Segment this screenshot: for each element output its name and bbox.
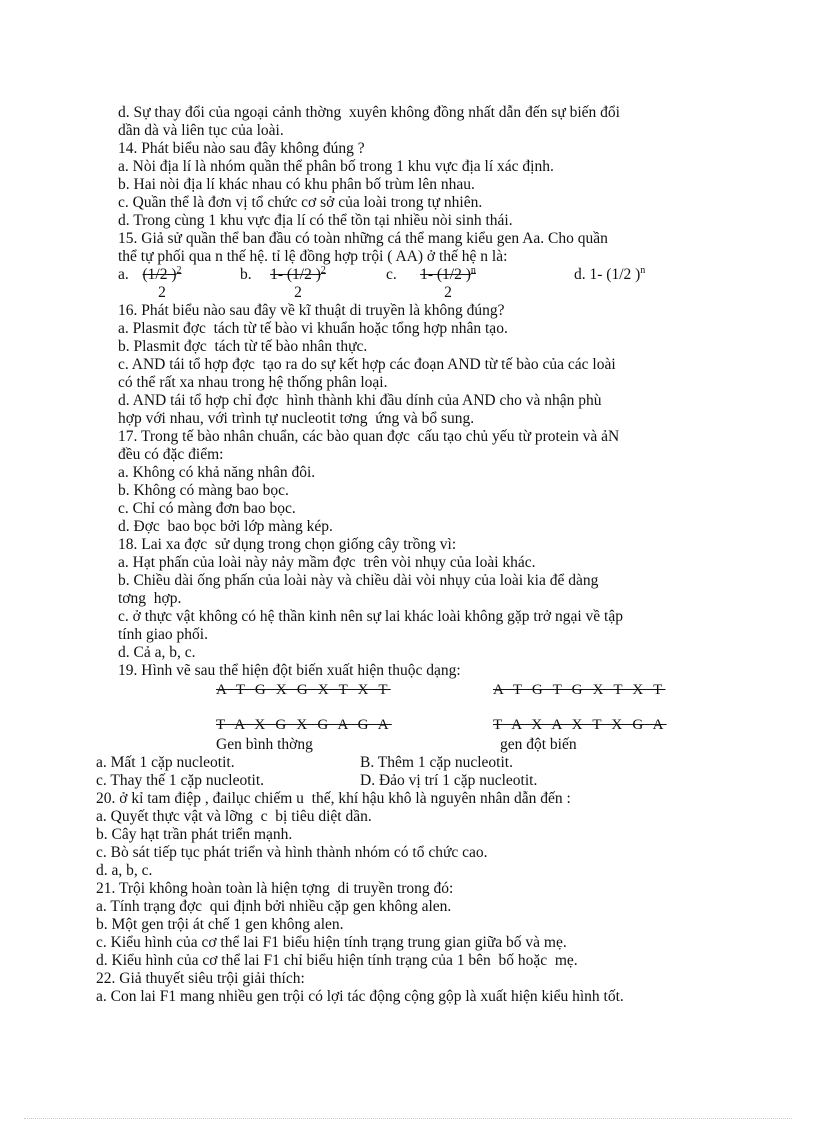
q14-option-c: c. Quần thể là đơn vị tổ chức cơ sở của loài trong tự nhiên. <box>118 194 483 211</box>
q13-option-d-line2: dần dà và liên tục của loài. <box>118 122 284 139</box>
q19-mutant-gene-top-strand: A T G T G X T X T <box>493 682 666 698</box>
q17-option-a: a. Không có khả năng nhân đôi. <box>118 464 316 481</box>
q22-stem: 22. Giả thuyết siêu trội giải thích: <box>96 970 305 987</box>
q17-option-b: b. Không có màng bao bọc. <box>118 482 289 499</box>
q15-option-c-fraction <box>408 266 488 302</box>
q20-option-b: b. Cây hạt trần phát triển mạnh. <box>96 826 293 843</box>
q21-option-c: c. Kiểu hình của cơ thể lai F1 biểu hiện tính trạng trung gian giữa bố và mẹ. <box>96 934 567 951</box>
q14-option-b: b. Hai nòi địa lí khác nhau có khu phân bố trùm lên nhau. <box>118 176 475 193</box>
q15-option-d-exponent: n <box>640 264 646 276</box>
q15-option-c-denominator: 2 <box>444 284 452 301</box>
q20-option-a: a. Quyết thực vật và lỡng c bị tiêu diệt dần. <box>96 808 372 825</box>
q19-normal-gene-label: Gen bình thờng <box>216 736 313 753</box>
q15-option-c-exponent: n <box>470 264 476 276</box>
q15-option-a-exponent: 2 <box>176 264 182 276</box>
q16-option-b: b. Plasmit đợc tách từ tế bào nhân thực. <box>118 338 368 355</box>
q15-stem-line2: thể tự phối qua n thế hệ. tỉ lệ đồng hợp trội ( AA) ở thế hệ n là: <box>118 248 508 265</box>
q15-option-c-label: c. <box>386 266 397 283</box>
q16-stem: 16. Phát biểu nào sau đây về kĩ thuật di truyền là không đúng? <box>118 302 505 319</box>
q15-option-b-exponent: 2 <box>320 264 326 276</box>
q20-stem: 20. ở kỉ tam điệp , đailục chiếm u thế, khí hậu khô là nguyên nhân dẫn đến : <box>96 790 571 807</box>
q14-option-a: a. Nòi địa lí là nhóm quần thể phân bố trong 1 khu vực địa lí xác định. <box>118 158 554 175</box>
q14-option-d: d. Trong cùng 1 khu vực địa lí có thể tồn tại nhiều nòi sinh thái. <box>118 212 513 229</box>
q21-option-a: a. Tính trạng đợc qui định bởi nhiều cặp gen không alen. <box>96 898 452 915</box>
q19-option-d: D. Đảo vị trí 1 cặp nucleotit. <box>360 772 538 789</box>
q15-option-b-numerator: 1- (1/2 ) <box>270 266 321 283</box>
q19-normal-gene-bottom-strand: T A X G X G A G A <box>216 717 392 733</box>
q14-stem: 14. Phát biểu nào sau đây không đúng ? <box>118 140 365 157</box>
q18-stem: 18. Lai xa đợc sử dụng trong chọn giống cây trồng vì: <box>118 536 457 553</box>
q22-option-a: a. Con lai F1 mang nhiều gen trội có lợi tác động cộng gộp là xuất hiện kiểu hình tốt. <box>96 988 624 1005</box>
q15-option-d <box>574 266 645 284</box>
q16-option-a: a. Plasmit đợc tách từ tế bào vi khuẩn hoặc tổng hợp nhân tạo. <box>118 320 508 337</box>
q21-option-d: d. Kiểu hình của cơ thể lai F1 chỉ biểu hiện tính trạng của 1 bên bố hoặc mẹ. <box>96 952 578 969</box>
q13-option-d-line1: d. Sự thay đổi của ngoại cảnh thờng xuyên không đồng nhất dẫn đến sự biến đổi <box>118 104 620 121</box>
q17-option-d: d. Đợc bao bọc bởi lớp màng kép. <box>118 518 333 535</box>
q19-mutant-gene-bottom-strand: T A X A X T X G A <box>493 717 667 733</box>
q15-option-a-fraction <box>134 266 190 302</box>
q20-option-c: c. Bò sát tiếp tục phát triển và hình thành nhóm có tổ chức cao. <box>96 844 488 861</box>
q16-option-d-line2: hợp với nhau, với trình tự nucleotit tơng ứng và bổ sung. <box>118 410 475 427</box>
q15-option-b-denominator: 2 <box>294 284 302 301</box>
q19-mutant-gene-label: gen đột biến <box>500 736 577 753</box>
q18-option-c-line1: c. ở thực vật không có hệ thần kinh nên sự lai khác loài không gặp trở ngại về tập <box>118 608 623 625</box>
q16-option-c-line2: có thể rất xa nhau trong hệ thống phân loại. <box>118 374 388 391</box>
q17-stem-line2: đều có đặc điểm: <box>118 446 224 463</box>
q17-option-c: c. Chỉ có màng đơn bao bọc. <box>118 500 296 517</box>
q19-option-a: a. Mất 1 cặp nucleotit. <box>96 754 235 771</box>
q15-option-a-numerator: (1/2 ) <box>142 266 177 283</box>
q19-option-c: c. Thay thế 1 cặp nucleotit. <box>96 772 265 789</box>
q16-option-c-line1: c. AND tái tổ hợp đợc tạo ra do sự kết hợp các đoạn AND từ tế bào của các loài <box>118 356 616 373</box>
page-bottom-divider <box>24 1118 792 1119</box>
q15-option-c-numerator: 1- (1/2 ) <box>420 266 471 283</box>
q15-option-a-label: a. <box>118 266 129 283</box>
q18-option-c-line2: tính giao phối. <box>118 626 208 643</box>
q18-option-b-line2: tơng hợp. <box>118 590 182 607</box>
q19-normal-gene-top-strand: A T G X G X T X T <box>216 682 391 698</box>
q19-stem: 19. Hình vẽ sau thể hiện đột biến xuất hiện thuộc dạng: <box>118 662 461 679</box>
q15-stem-line1: 15. Giả sử quần thể ban đầu có toàn những cá thể mang kiểu gen Aa. Cho quần <box>118 230 608 247</box>
q18-option-a: a. Hạt phấn của loài này nảy mầm đợc trên vòi nhụy của loài khác. <box>118 554 536 571</box>
q21-stem: 21. Trội không hoàn toàn là hiện tợng di truyền trong đó: <box>96 880 454 897</box>
q18-option-d: d. Cả a, b, c. <box>118 644 196 661</box>
q17-stem-line1: 17. Trong tế bào nhân chuẩn, các bào quan đợc cấu tạo chủ yếu từ protein và ảN <box>118 428 620 445</box>
q21-option-b: b. Một gen trội át chế 1 gen không alen. <box>96 916 344 933</box>
q15-option-b-label: b. <box>240 266 252 283</box>
q15-option-d-text: d. 1- (1/2 ) <box>574 266 641 283</box>
q18-option-b-line1: b. Chiều dài ống phấn của loài này và chiều dài vòi nhụy của loài kia để dàng <box>118 572 599 589</box>
q16-option-d-line1: d. AND tái tổ hợp chỉ đợc hình thành khi đầu dính của AND cho và nhận phù <box>118 392 602 409</box>
q15-option-a-denominator: 2 <box>158 284 166 301</box>
q20-option-d: d. a, b, c. <box>96 862 153 879</box>
q15-option-b-fraction <box>258 266 338 302</box>
q19-option-b: B. Thêm 1 cặp nucleotit. <box>360 754 513 771</box>
